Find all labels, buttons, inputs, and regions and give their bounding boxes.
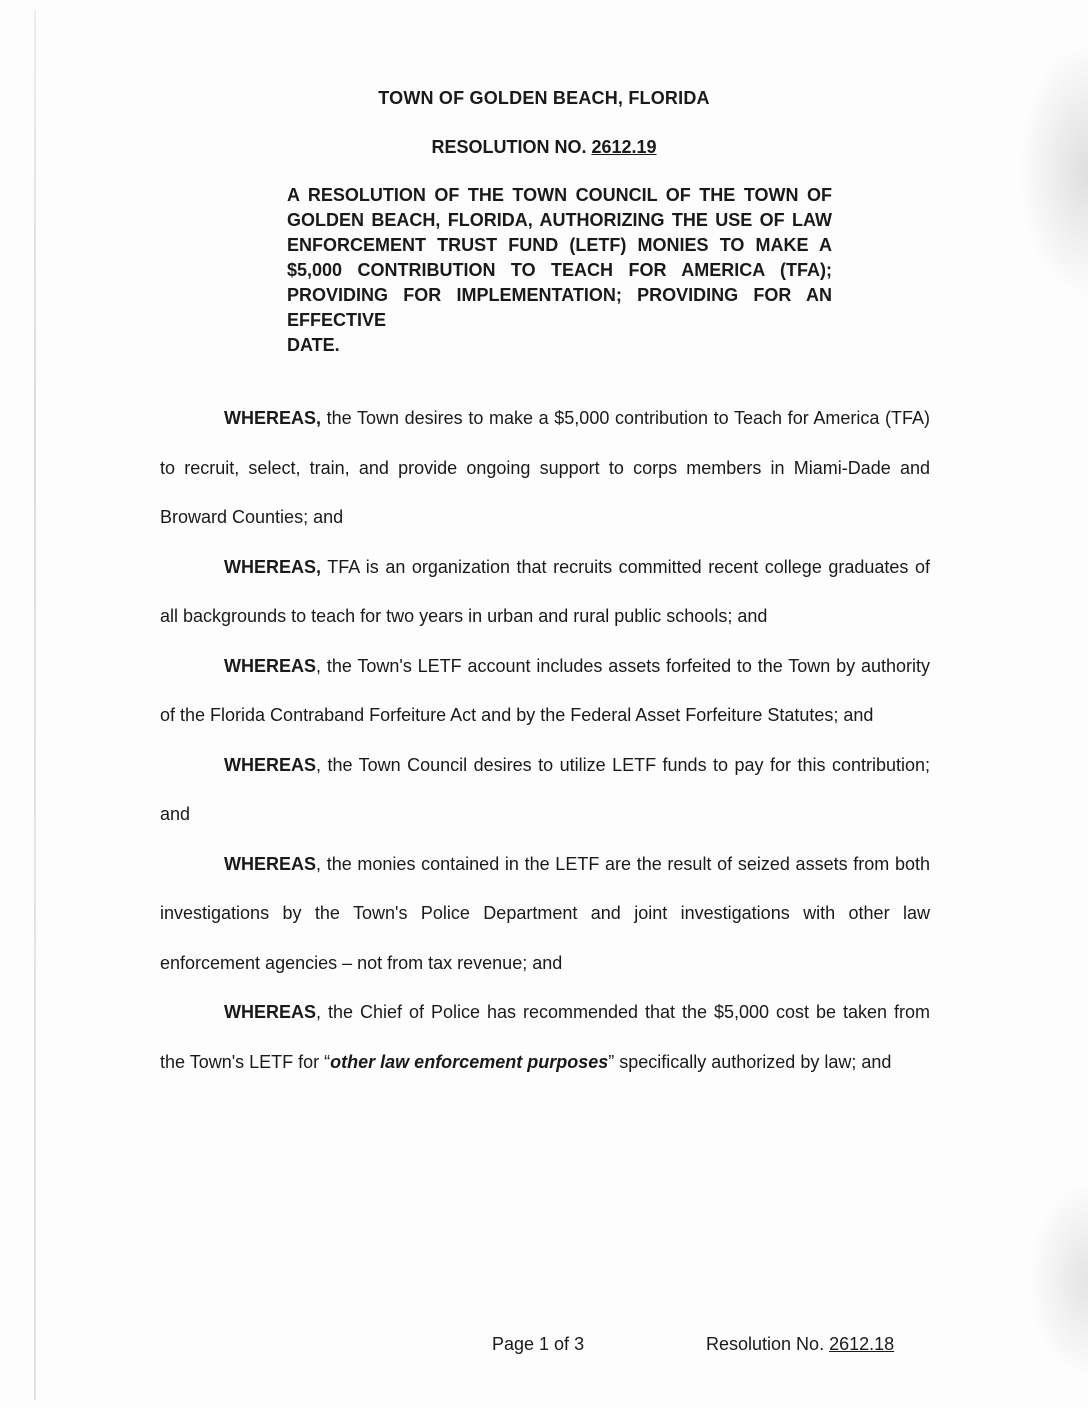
paragraph-text: , the Town's LETF account includes assets forfeited to the Town by authority of the Florida Contraband Forfeiture Act and by the Federal Asset Forfeiture Statutes; and	[160, 655, 930, 725]
paragraph-text: the Town desires to make a $5,000 contribution to Teach for America (TFA) to recruit, select, train, and provide ongoing support to corps members in Miami-Dade and Broward Counties; and	[160, 408, 930, 527]
whereas-lead: WHEREAS	[224, 853, 317, 874]
page-number: Page 1 of 3	[492, 1334, 585, 1354]
whereas-paragraph	[160, 741, 930, 840]
resolution-caption	[287, 183, 832, 358]
resolution-number-line	[0, 137, 1088, 158]
caption-last-line: DATE.	[287, 335, 340, 355]
resolution-label: RESOLUTION NO.	[431, 137, 592, 157]
paragraph-text: TFA is an organization that recruits committed recent college graduates of all backgrounds to teach for two years in urban and rural public schools; and	[160, 556, 930, 626]
whereas-lead: WHEREAS	[224, 754, 317, 775]
whereas-paragraph	[160, 988, 930, 1087]
whereas-paragraph	[160, 543, 930, 642]
whereas-paragraph	[160, 642, 930, 741]
resolution-body	[160, 394, 930, 1087]
whereas-lead: WHEREAS,	[224, 408, 322, 428]
paragraph-text: , the Town Council desires to utilize LETF funds to pay for this contribution; and	[160, 754, 930, 824]
caption-text: A RESOLUTION OF THE TOWN COUNCIL OF THE TOWN OF GOLDEN BEACH, FLORIDA, AUTHORIZING THE USE OF LAW ENFORCEMENT TRUST FUND (LETF) MONIES TO MAKE A $5,000 CONTRIBUTION TO TEACH FOR AMERICA (TFA); PROVIDING FOR IMPLEMENTATION; PROVIDING FOR AN EFFECTIVE	[287, 185, 832, 330]
whereas-lead: WHEREAS,	[224, 556, 322, 577]
footer-resolution-label: Resolution No.	[706, 1334, 830, 1354]
resolution-number: 2612.19	[591, 137, 657, 157]
whereas-paragraph	[160, 394, 930, 543]
whereas-lead: WHEREAS	[224, 655, 317, 676]
whereas-lead: WHEREAS	[224, 1002, 317, 1022]
scan-shadow	[1018, 40, 1088, 300]
footer-resolution-value: 2612.18	[829, 1334, 895, 1354]
paragraph-text: , the monies contained in the LETF are the result of seized assets from both investigations by the Town's Police Department and joint investigations with other law enforcement agencies – not from tax revenue; and	[160, 853, 930, 973]
emphasis-text: other law enforcement purposes	[330, 1051, 609, 1072]
scan-edge-line	[34, 10, 36, 1400]
paragraph-text: ” specifically authorized by law; and	[608, 1051, 892, 1072]
scan-shadow	[1028, 1180, 1088, 1380]
footer-resolution-number	[706, 1334, 894, 1355]
whereas-paragraph	[160, 840, 930, 989]
town-title: TOWN OF GOLDEN BEACH, FLORIDA	[378, 88, 710, 108]
paragraph-text: , the Chief of Police has recommended that the $5,000 cost be taken from the Town's LETF for “	[160, 1002, 930, 1072]
